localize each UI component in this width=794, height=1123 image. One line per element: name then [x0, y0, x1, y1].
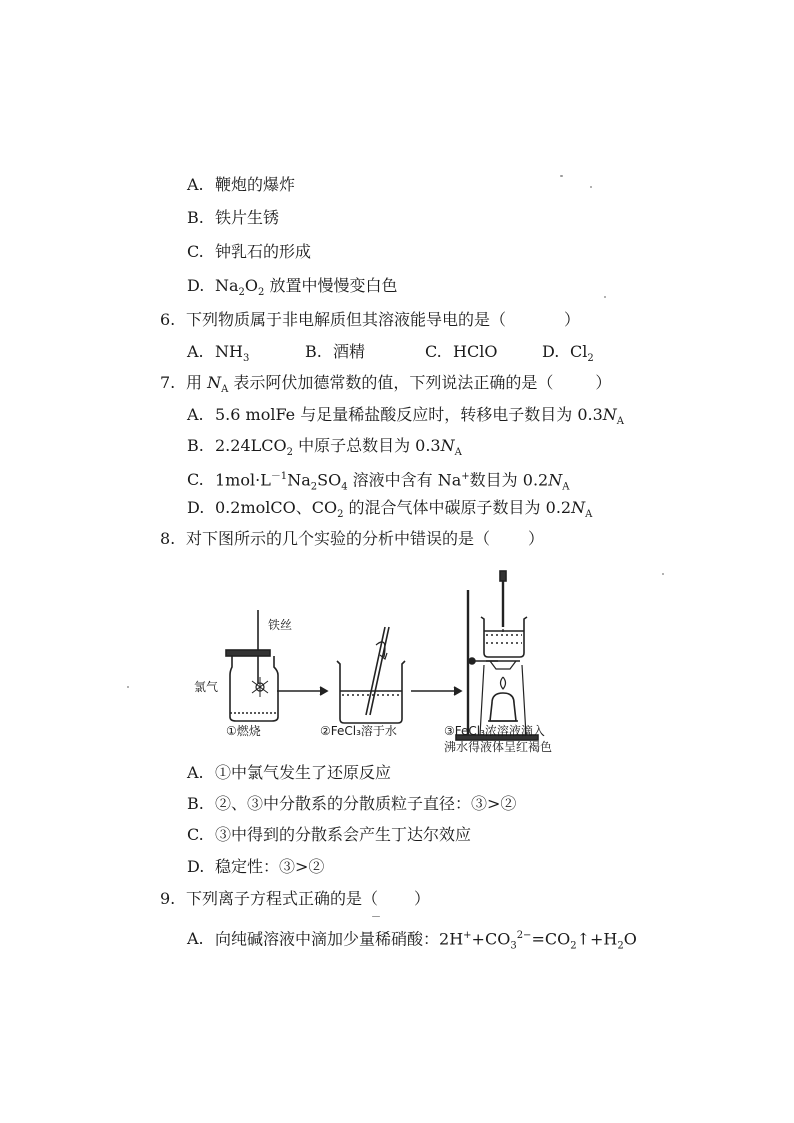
- avogadro-symbol: N: [602, 405, 617, 424]
- option-text: ②、③中分散系的分散质粒子直径：③>②: [215, 794, 517, 813]
- q5-option-b: [187, 207, 279, 229]
- scan-noise: [560, 175, 563, 177]
- caption-burning: ①燃烧: [226, 724, 261, 738]
- option-letter: B.: [187, 208, 204, 227]
- subscript: 3: [242, 353, 250, 365]
- q7-option-b: [187, 435, 462, 464]
- option-text: HClO: [453, 342, 498, 361]
- subscript: 3: [510, 940, 517, 952]
- q8-stem: [160, 528, 544, 550]
- option-letter: A.: [187, 175, 204, 194]
- subscript: 2: [310, 481, 318, 493]
- equation-part: 2H: [439, 929, 464, 949]
- option-text: 酒精: [333, 342, 366, 361]
- q7-stem: [160, 372, 611, 401]
- option-letter: B.: [305, 342, 322, 361]
- question-number: 9.: [160, 889, 176, 908]
- question-text: 用: [186, 373, 208, 392]
- option-letter: A.: [187, 405, 204, 424]
- scan-noise: [590, 186, 592, 188]
- superscript: +: [463, 930, 472, 941]
- q8-option-c: [187, 824, 471, 846]
- question-number: 7.: [160, 373, 176, 392]
- option-letter: C.: [187, 242, 204, 261]
- avogadro-symbol: N: [440, 436, 455, 455]
- subscript: 2: [238, 287, 245, 299]
- subscript: 2: [286, 447, 293, 459]
- option-letter: B.: [187, 794, 204, 813]
- option-letter: D.: [187, 498, 205, 517]
- option-letter: D.: [542, 342, 560, 361]
- q6-option-d: [542, 341, 594, 370]
- q9-option-a: [187, 925, 637, 958]
- option-letter: D.: [187, 276, 205, 295]
- option-letter: B.: [187, 436, 204, 455]
- option-text: 铁片生锈: [215, 208, 280, 227]
- option-letter: D.: [187, 857, 205, 876]
- q6-option-c: [425, 341, 497, 363]
- option-text: 鞭炮的爆炸: [215, 175, 296, 194]
- q7-option-c: [187, 466, 569, 499]
- avogadro-symbol: N: [207, 373, 222, 392]
- q6-options: [187, 341, 627, 363]
- subscript: A: [616, 416, 625, 428]
- subscript: 2: [617, 940, 624, 952]
- beaker-apparatus: [337, 627, 405, 723]
- equation-part: +CO: [471, 929, 511, 949]
- equation-part: =CO: [531, 929, 571, 949]
- question-number: 8.: [160, 529, 176, 548]
- option-letter: C.: [425, 342, 442, 361]
- caption-colloid-2: 沸水得液体呈红褐色: [444, 740, 553, 754]
- q8-option-a: [187, 762, 391, 784]
- option-text: ③中得到的分散系会产生丁达尔效应: [215, 825, 472, 844]
- q6-stem: [160, 309, 580, 331]
- superscript: 2−: [516, 930, 532, 941]
- option-text: 的混合气体中碳原子数目为 0.2: [343, 498, 572, 517]
- option-text: 钟乳石的形成: [215, 242, 312, 261]
- option-letter: A.: [187, 342, 204, 361]
- question-number: 6.: [160, 310, 176, 329]
- heating-apparatus: [456, 571, 538, 740]
- subscript: 2: [337, 509, 344, 521]
- scan-noise: [604, 296, 606, 298]
- option-text: 数目为 0.2: [469, 470, 549, 490]
- superscript: +: [461, 471, 470, 482]
- label-chlorine: 氯气: [194, 680, 219, 694]
- option-text: 溶液中含有 Na: [347, 470, 462, 490]
- q8-option-b: [187, 793, 516, 815]
- option-text: 向纯碱溶液中滴加少量稀硝酸：: [215, 929, 440, 949]
- q8-option-d: [187, 856, 324, 878]
- option-text: 放置中慢慢变白色: [264, 276, 398, 295]
- option-text: ①中氯气发生了还原反应: [215, 763, 392, 782]
- subscript: A: [585, 509, 593, 521]
- subscript: 2: [587, 353, 594, 365]
- paren-close: ）: [595, 373, 612, 392]
- option-text: Cl: [570, 342, 588, 361]
- superscript: －1: [270, 471, 288, 482]
- arrow-2-head: [454, 687, 461, 695]
- experiment-figure: [180, 565, 600, 760]
- option-letter: A.: [187, 929, 204, 949]
- equation-part: O: [623, 929, 637, 949]
- label-iron-wire: 铁丝: [268, 618, 293, 632]
- option-letter: C.: [187, 825, 204, 844]
- q7-option-a: [187, 404, 624, 433]
- q7-option-d: [187, 497, 592, 526]
- caption-colloid-1: ③FeCl₃浓溶液滴入: [444, 724, 545, 738]
- q5-option-a: [187, 174, 295, 196]
- question-text: 表示阿伏加德常数的值，下列说法正确的是（: [228, 373, 554, 392]
- q5-option-c: [187, 241, 311, 263]
- subscript: A: [221, 384, 229, 396]
- paren-close: ）: [414, 889, 431, 908]
- equation-part: ↑+H: [576, 929, 618, 949]
- option-text: NH: [215, 342, 243, 361]
- question-text: 对下图所示的几个实验的分析中错误的是（: [186, 529, 491, 548]
- subscript: 2: [258, 287, 265, 299]
- subscript: A: [454, 447, 462, 459]
- option-text: 1mol·L: [215, 470, 271, 490]
- avogadro-symbol: N: [571, 498, 586, 517]
- option-text: 稳定性：③>②: [215, 857, 325, 876]
- caption-dissolve: ②FeCl₃溶于水: [320, 724, 397, 738]
- option-letter: C.: [187, 470, 204, 490]
- paren-close: ）: [528, 529, 545, 548]
- arrow-1-head: [320, 687, 327, 695]
- q6-option-b: [305, 341, 365, 363]
- question-text: 下列物质属于非电解质但其溶液能导电的是（: [186, 310, 507, 329]
- formula-part: Na: [215, 276, 239, 295]
- q6-option-a: [187, 341, 249, 370]
- subscript: 4: [341, 481, 348, 493]
- option-text: Na: [287, 470, 311, 490]
- formula-part: O: [244, 276, 259, 295]
- scan-noise: [127, 686, 129, 688]
- subscript: A: [562, 481, 570, 493]
- question-text: 下列离子方程式正确的是（: [186, 889, 379, 908]
- option-text: 2.24LCO: [215, 436, 287, 455]
- option-text: SO: [317, 470, 342, 490]
- subscript: 2: [570, 940, 577, 952]
- avogadro-symbol: N: [548, 470, 563, 490]
- option-text: 中原子总数目为 0.3: [292, 436, 441, 455]
- option-text: 0.2molCO、CO: [215, 498, 338, 517]
- q5-option-d: [187, 275, 398, 304]
- scan-noise: [662, 573, 664, 575]
- paren-close: ）: [564, 310, 581, 329]
- scan-noise: [372, 916, 380, 917]
- option-letter: A.: [187, 763, 204, 782]
- q9-stem: [160, 888, 430, 910]
- option-text: 5.6 molFe 与足量稀盐酸反应时，转移电子数目为 0.3: [215, 405, 603, 424]
